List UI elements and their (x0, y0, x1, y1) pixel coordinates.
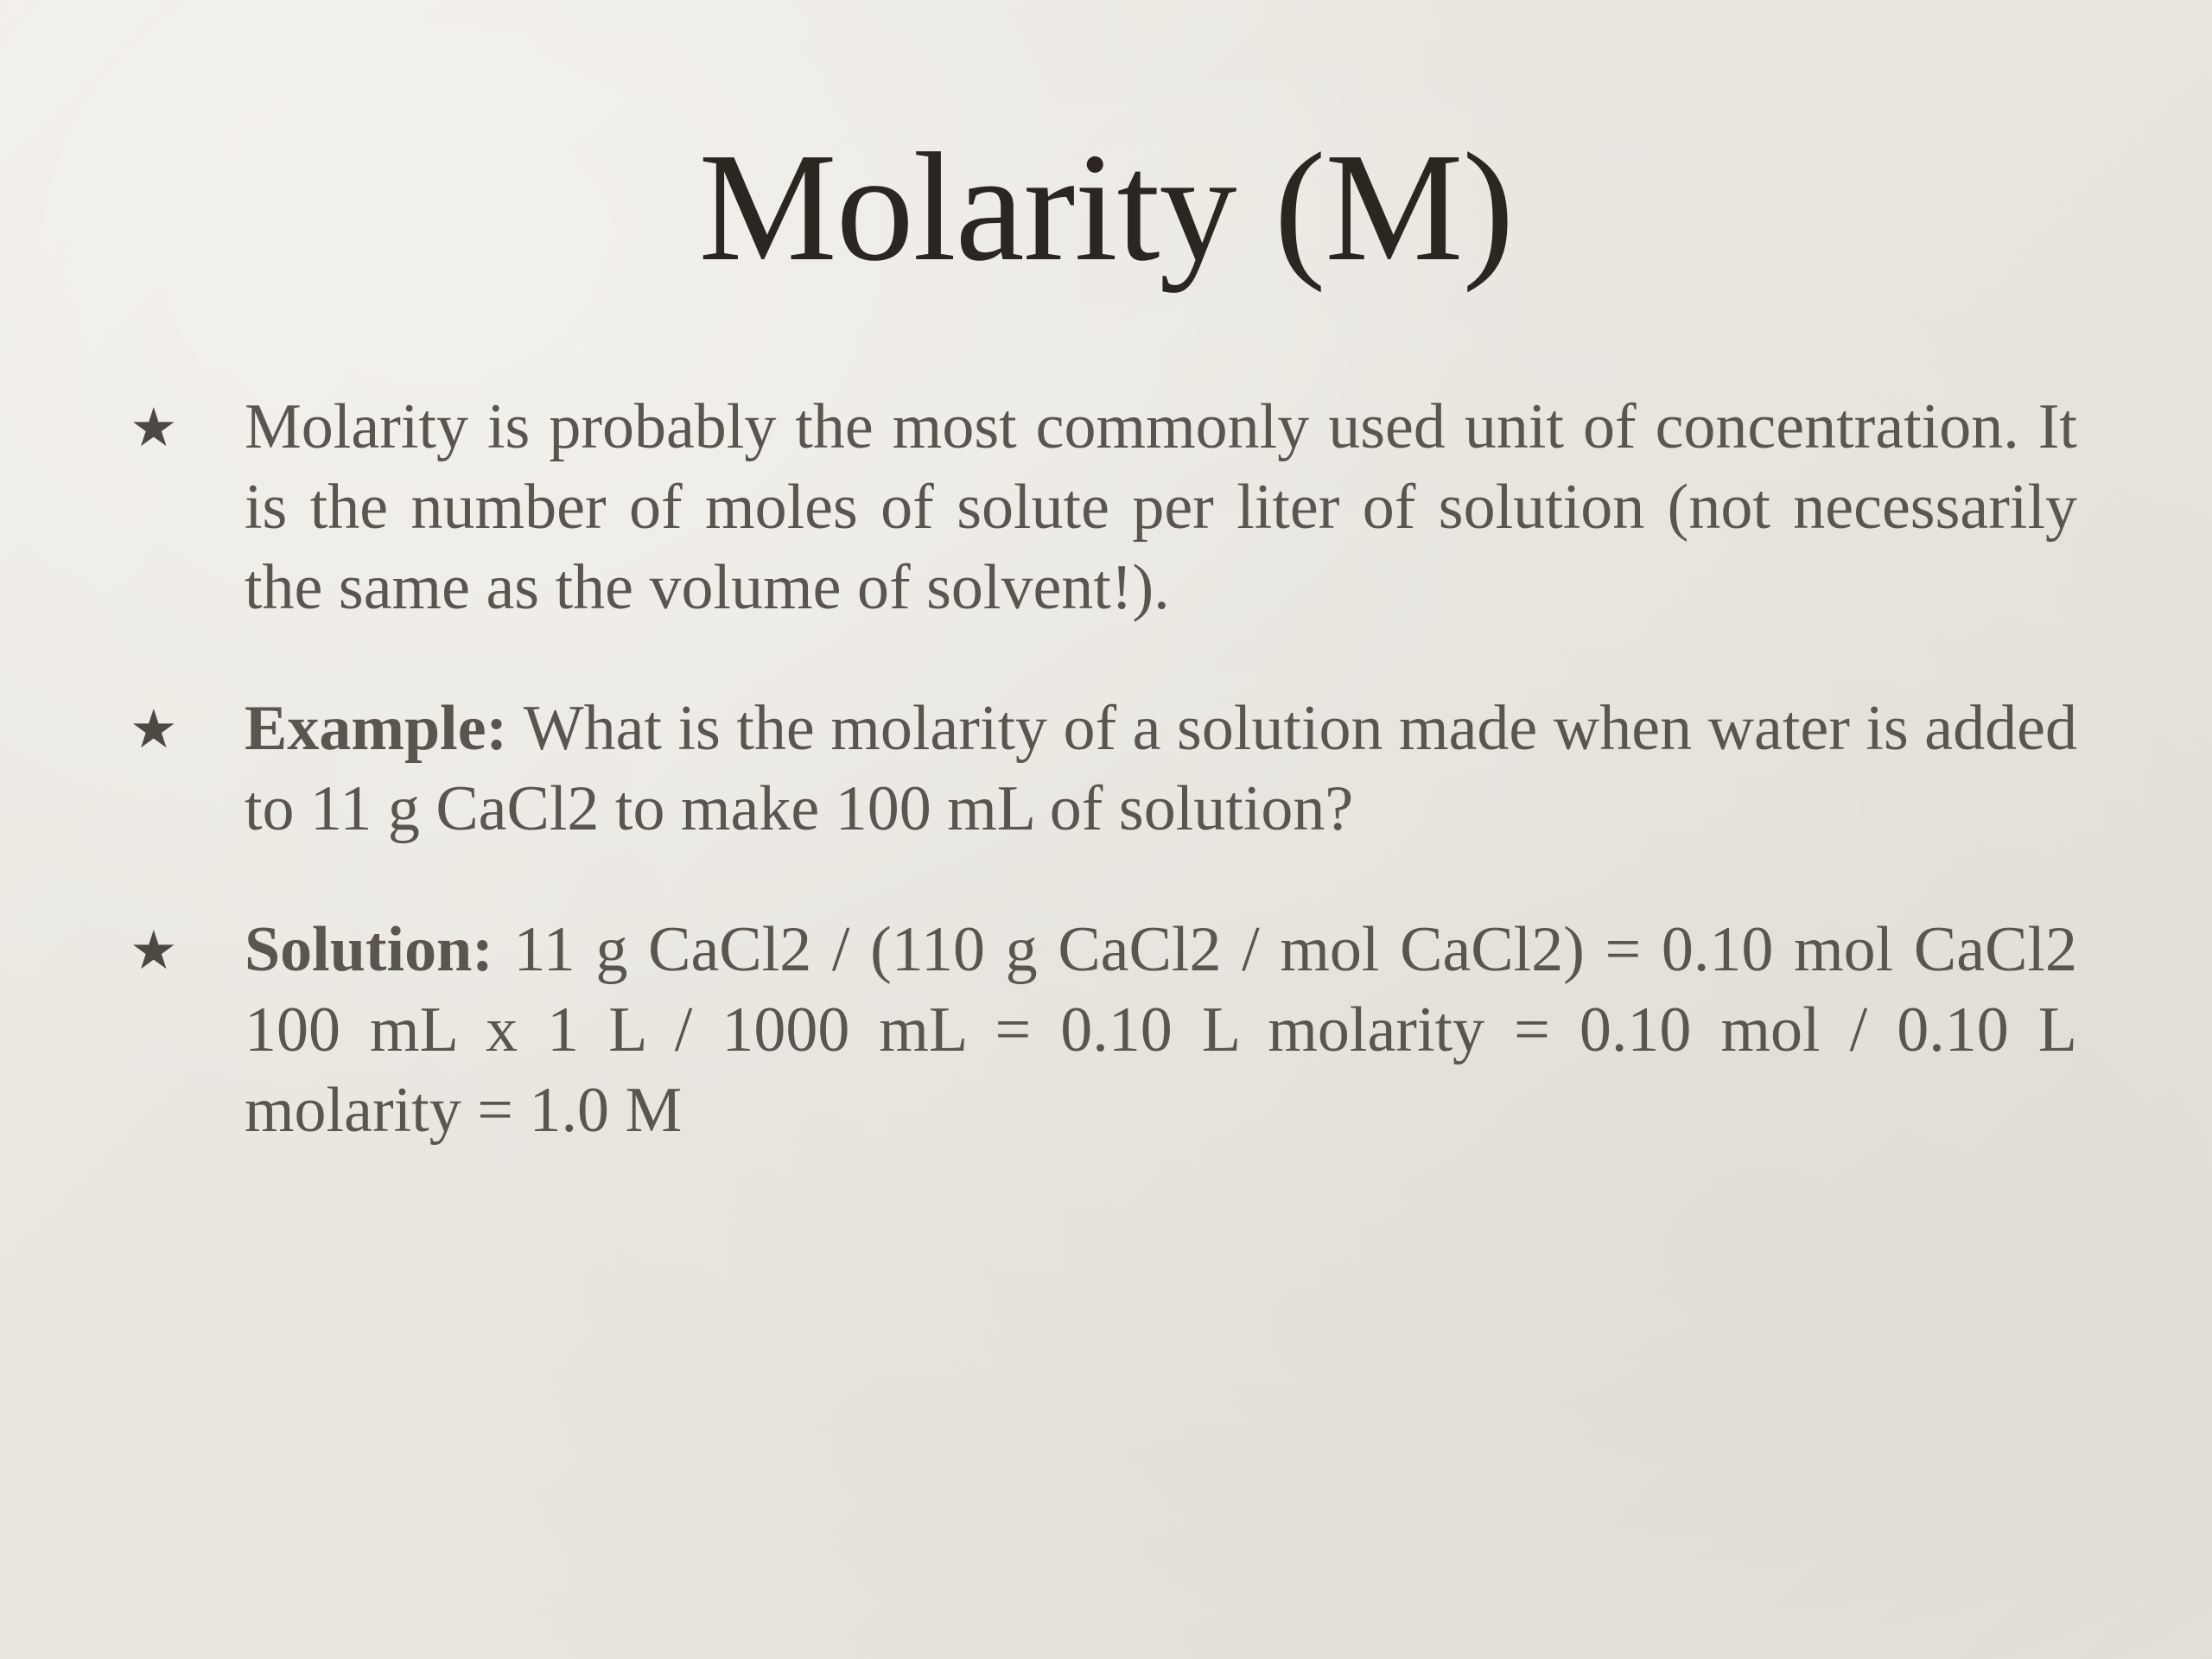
bullet-definition (130, 387, 2077, 628)
bullet-definition-text: Molarity is probably the most commonly used unit of concentration. It is the number of moles of solute per liter of solution (not necessarily the same as the volume of solvent!). (245, 391, 2077, 623)
bullet-list (130, 387, 2077, 1211)
star-bullet-icon: ★ (130, 396, 178, 459)
star-bullet-icon: ★ (130, 697, 178, 760)
bullet-solution-lead: Solution: (245, 914, 514, 985)
star-bullet-icon: ★ (130, 918, 178, 982)
bullet-example-text: What is the molarity of a solution made when water is added to 11 g CaCl2 to make 100 mL of solution? (245, 693, 2077, 844)
bullet-example (130, 689, 2077, 849)
bullet-solution (130, 910, 2077, 1151)
bullet-solution-text: 11 g CaCl2 / (110 g CaCl2 / mol CaCl2) = 0.10 mol CaCl2 100 mL x 1 L / 1000 mL = 0.10 L molarity = 0.10 mol / 0.10 L molarity = 1.0 M (245, 914, 2077, 1146)
slide-title: Molarity (M) (698, 121, 1514, 293)
bullet-example-lead: Example: (245, 693, 524, 764)
